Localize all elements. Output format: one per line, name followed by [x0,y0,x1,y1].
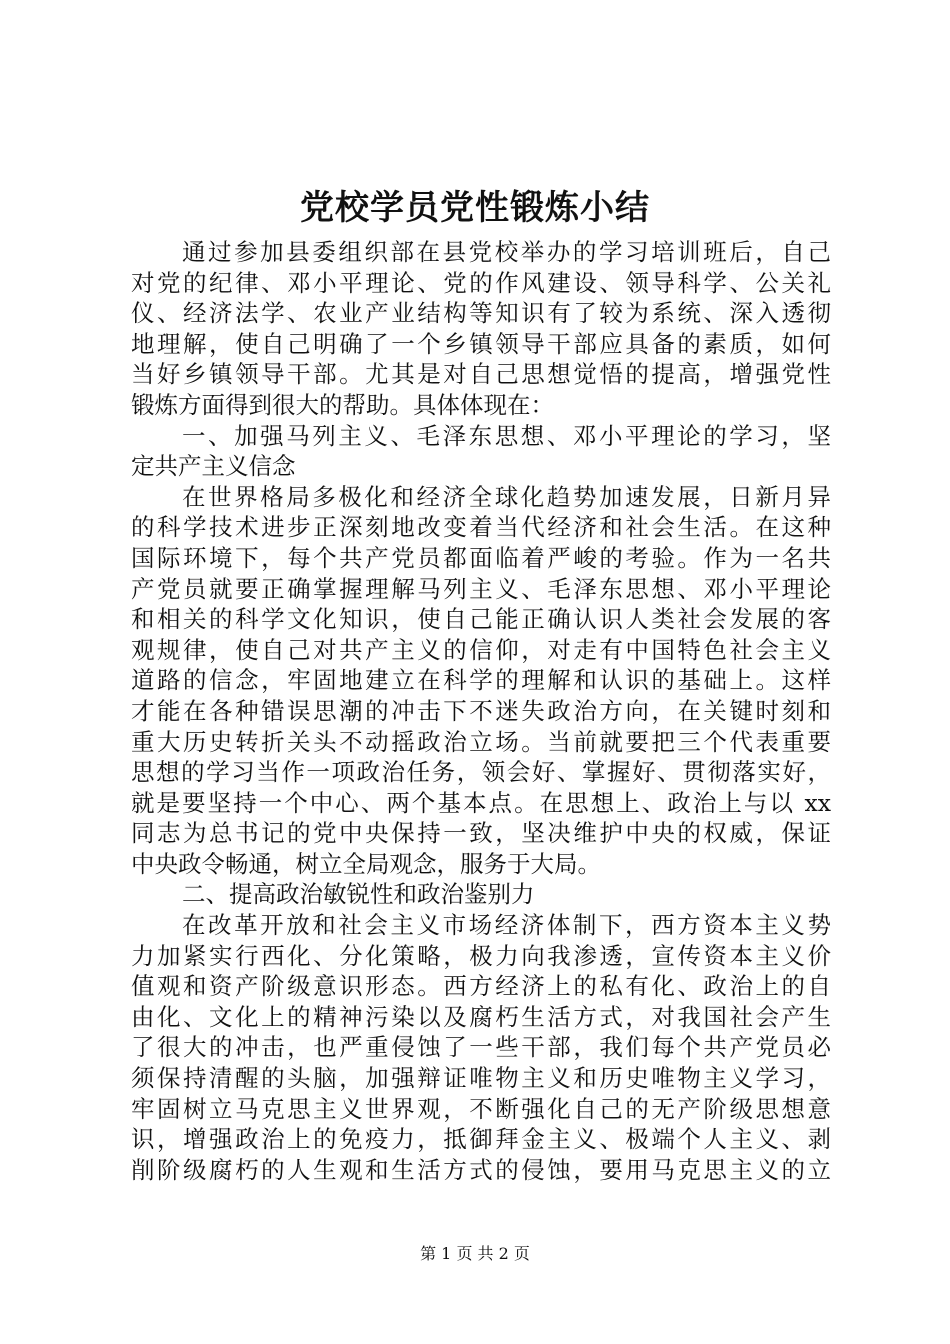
text-line: 识，增强政治上的免疫力，抵御拜金主义、极端个人主义、剥 [131,1125,831,1154]
page-footer: 第 1 页 共 2 页 [420,1244,530,1263]
text-line: 力加紧实行西化、分化策略，极力向我渗透，宣传资本主义价 [131,941,831,970]
text-line: 仪、经济法学、农业产业结构等知识有了较为系统、深入透彻 [131,299,831,328]
text-line: 一、加强马列主义、毛泽东思想、邓小平理论的学习，坚 [182,421,831,450]
text-line: 重大历史转折关头不动摇政治立场。当前就要把三个代表重要 [131,727,831,756]
text-line: 同志为总书记的党中央保持一致，坚决维护中央的权威，保证 [131,819,831,848]
text-line: 值观和资产阶级意识形态。西方经济上的私有化、政治上的自 [131,972,831,1001]
text-line: 道路的信念，牢固地建立在科学的理解和认识的基础上。这样 [131,666,831,695]
text-line: 对党的纪律、邓小平理论、党的作风建设、领导科学、公关礼 [131,268,831,297]
text-line: 和相关的科学文化知识，使自己能正确认识人类社会发展的客 [131,605,831,634]
text-line: 通过参加县委组织部在县党校举办的学习培训班后，自己 [182,238,831,266]
text-line: 二、提高政治敏锐性和政治鉴别力 [182,880,535,909]
text-line: 的科学技术进步正深刻地改变着当代经济和社会生活。在这种 [131,513,831,542]
text-line: 地理解，使自己明确了一个乡镇领导干部应具备的素质，如何 [131,329,831,358]
text-line: 须保持清醒的头脑，加强辩证唯物主义和历史唯物主义学习， [131,1064,831,1093]
text-line: 由化、文化上的精神污染以及腐朽生活方式，对我国社会产生 [131,1002,831,1031]
text-line: 当好乡镇领导干部。尤其是对自己思想觉悟的提高，增强党性 [131,360,831,389]
text-line: 才能在各种错误思潮的冲击下不迷失政治方向，在关键时刻和 [131,696,831,725]
text-line: 牢固树立马克思主义世界观，不断强化自己的无产阶级思想意 [131,1094,831,1123]
text-line: 中央政令畅通，树立全局观念，服务于大局。 [131,849,601,878]
text-line: 在世界格局多极化和经济全球化趋势加速发展，日新月异 [182,482,831,511]
text-line: 就是要坚持一个中心、两个基本点。在思想上、政治上与以 xx [131,788,831,817]
text-line: 定共产主义信念 [131,452,296,481]
text-line: 思想的学习当作一项政治任务，领会好、掌握好、贯彻落实好， [131,758,831,787]
text-line: 产党员就要正确掌握理解马列主义、毛泽东思想、邓小平理论 [131,574,831,603]
text-line: 锻炼方面得到很大的帮助。具体体现在： [131,390,554,419]
text-line: 削阶级腐朽的人生观和生活方式的侵蚀，要用马克思主义的立 [131,1155,831,1184]
document-title: 党校学员党性锻炼小结 [300,188,650,228]
text-line: 国际环境下，每个共产党员都面临着严峻的考验。作为一名共 [131,543,831,572]
document-body [131,237,831,1185]
text-line: 了很大的冲击，也严重侵蚀了一些干部，我们每个共产党员必 [131,1033,831,1062]
text-line: 观规律，使自己对共产主义的信仰，对走有中国特色社会主义 [131,635,831,664]
text-line: 在改革开放和社会主义市场经济体制下，西方资本主义势 [182,911,831,940]
